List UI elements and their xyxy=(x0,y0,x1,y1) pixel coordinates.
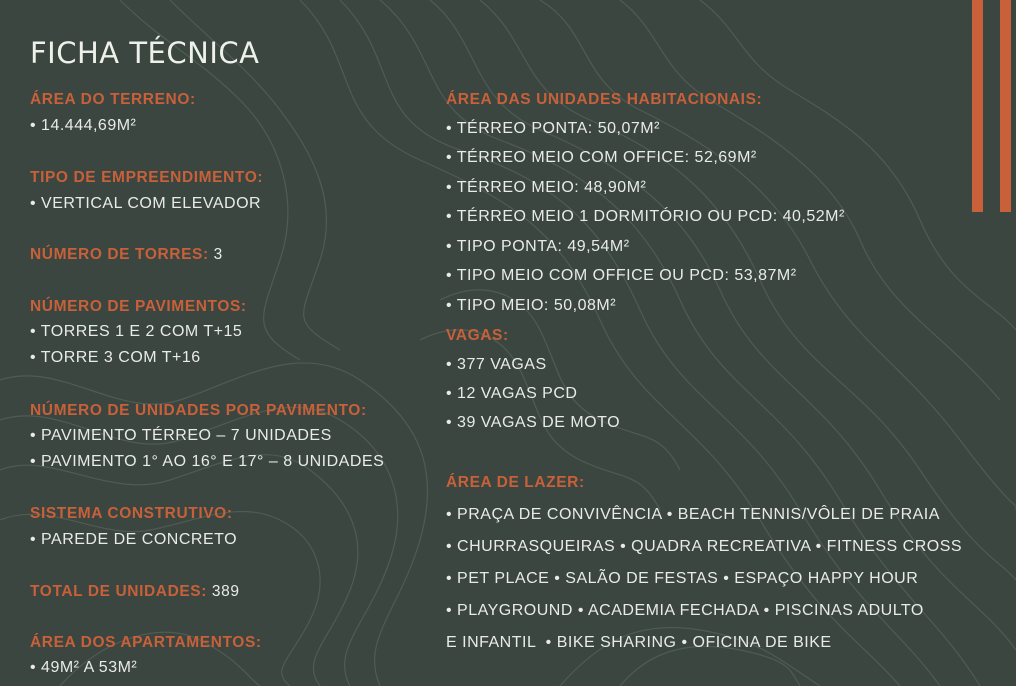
area-lazer-item: • CHURRASQUEIRAS • QUADRA RECREATIVA • FITNESS CROSS xyxy=(446,538,963,555)
unidades-por-pavimento-item: • PAVIMENTO 1° AO 16° E 17° – 8 UNIDADES xyxy=(30,453,385,470)
area-apartamentos-label: ÁREA DOS APARTAMENTOS: xyxy=(30,634,262,651)
numero-pavimentos-item: • TORRE 3 COM T+16 xyxy=(30,349,201,366)
total-unidades-value: 389 xyxy=(207,583,240,600)
tipo-empreendimento-label: TIPO DE EMPREENDIMENTO: xyxy=(30,169,264,186)
area-unidades-item: • TIPO MEIO COM OFFICE OU PCD: 53,87M² xyxy=(446,267,797,284)
area-unidades-item: • TÉRREO MEIO COM OFFICE: 52,69M² xyxy=(446,149,757,166)
accent-stripe xyxy=(972,0,983,212)
area-unidades-item: • TÉRREO MEIO 1 DORMITÓRIO OU PCD: 40,52M² xyxy=(446,208,845,225)
area-lazer-label: ÁREA DE LAZER: xyxy=(446,474,585,491)
area-unidades-item: • TÉRREO MEIO: 48,90M² xyxy=(446,179,647,196)
page-title: FICHA TÉCNICA xyxy=(30,36,260,70)
numero-torres-row xyxy=(30,246,223,264)
vagas-item: • 39 VAGAS DE MOTO xyxy=(446,414,621,431)
total-unidades-label: TOTAL DE UNIDADES: xyxy=(30,583,208,600)
area-unidades-item: • TÉRREO PONTA: 50,07M² xyxy=(446,120,660,137)
sistema-construtivo-label: SISTEMA CONSTRUTIVO: xyxy=(30,505,233,522)
unidades-por-pavimento-label: NÚMERO DE UNIDADES POR PAVIMENTO: xyxy=(30,402,367,419)
accent-stripe xyxy=(1000,0,1011,212)
area-apartamentos-value: • 49M² A 53M² xyxy=(30,659,138,676)
area-terreno-label: ÁREA DO TERRENO: xyxy=(30,91,196,108)
tipo-empreendimento-value: • VERTICAL COM ELEVADOR xyxy=(30,195,262,212)
numero-pavimentos-item: • TORRES 1 E 2 COM T+15 xyxy=(30,323,243,340)
area-lazer-item: • PLAYGROUND • ACADEMIA FECHADA • PISCINAS ADULTO xyxy=(446,602,924,619)
area-unidades-item: • TIPO MEIO: 50,08M² xyxy=(446,297,617,314)
area-unidades-label: ÁREA DAS UNIDADES HABITACIONAIS: xyxy=(446,91,763,108)
area-lazer-item: • PET PLACE • SALÃO DE FESTAS • ESPAÇO HAPPY HOUR xyxy=(446,570,919,587)
vagas-item: • 377 VAGAS xyxy=(446,356,547,373)
sistema-construtivo-value: • PAREDE DE CONCRETO xyxy=(30,531,238,548)
vagas-item: • 12 VAGAS PCD xyxy=(446,385,578,402)
total-unidades-row xyxy=(30,583,240,601)
area-terreno-value: • 14.444,69M² xyxy=(30,117,137,134)
vagas-label: VAGAS: xyxy=(446,327,509,344)
unidades-por-pavimento-item: • PAVIMENTO TÉRREO – 7 UNIDADES xyxy=(30,427,332,444)
area-lazer-item: • PRAÇA DE CONVIVÊNCIA • BEACH TENNIS/VÔLEI DE PRAIA xyxy=(446,506,940,523)
numero-torres-value: 3 xyxy=(208,246,223,263)
numero-torres-label: NÚMERO DE TORRES: xyxy=(30,246,209,263)
numero-pavimentos-label: NÚMERO DE PAVIMENTOS: xyxy=(30,298,247,315)
area-lazer-item: E INFANTIL • BIKE SHARING • OFICINA DE BIKE xyxy=(446,634,832,651)
area-unidades-item: • TIPO PONTA: 49,54M² xyxy=(446,238,630,255)
